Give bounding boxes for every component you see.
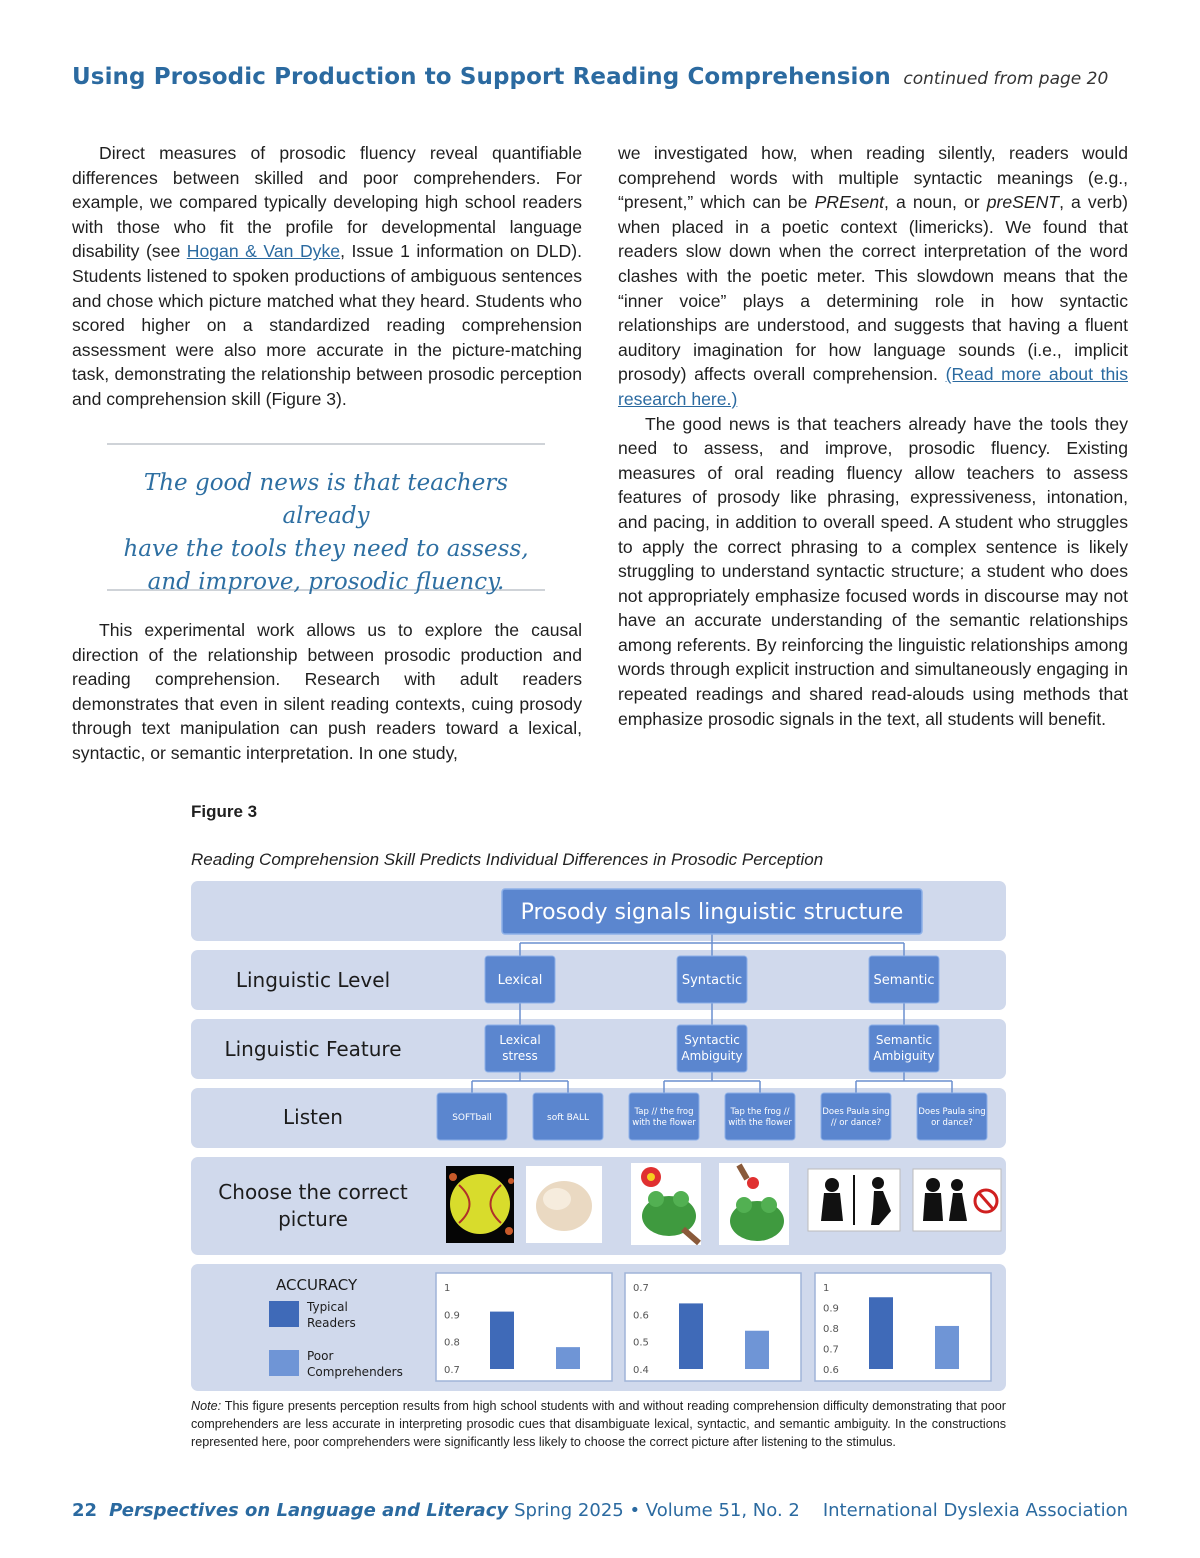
tick-label: 0.9 xyxy=(823,1303,839,1315)
sing-dance-not-picture xyxy=(913,1169,1001,1231)
listen-node xyxy=(725,1093,795,1140)
tap-with-flower-picture xyxy=(719,1163,789,1245)
pull-quote-line: have the tools they need to assess, xyxy=(123,536,529,562)
row-label-level: Linguistic Level xyxy=(235,968,391,992)
listen-label: Does Paula sing xyxy=(822,1107,890,1117)
listen-node xyxy=(821,1093,891,1140)
continued-note: continued from page 20 xyxy=(903,69,1109,89)
tick-label: 0.7 xyxy=(823,1344,839,1356)
note-text: This figure presents perception results from high school students with and without reading comprehension difficulty demonstrating that poor comprehenders are less accurate in interpreting prosodic cues that disambiguate lexical, syntactic, and semantic ambiguity. In the constructions represented here, poor comprehenders were significantly less likely to choose the correct picture after listening to the stimulus. xyxy=(191,1399,1006,1449)
row-label-choose: picture xyxy=(278,1207,348,1231)
feature-node xyxy=(869,1025,939,1072)
association-name: International Dyslexia Association xyxy=(822,1500,1128,1521)
accuracy-chart-syntactic xyxy=(625,1273,801,1381)
feature-label: Semantic xyxy=(875,1033,933,1047)
tick-label: 1 xyxy=(823,1283,830,1294)
figure-note xyxy=(191,1397,1006,1451)
pull-quote xyxy=(107,443,545,595)
level-node xyxy=(677,956,747,1003)
hogan-van-dyke-link[interactable]: Hogan & Van Dyke xyxy=(186,241,341,262)
tick-label: 1 xyxy=(444,1283,451,1294)
tick-label: 0.8 xyxy=(444,1337,460,1349)
paragraph: This experimental work allows us to explore the causal direction of the relationship between prosodic production and reading comprehension. Research with adult readers demonstrates that even in silent reading contexts, cuing prosody through text manipulation can push readers toward a lexical, syntactic, or semantic interpretation. In one study, xyxy=(72,620,582,763)
left-column-bottom xyxy=(72,618,582,766)
feature-label: Syntactic xyxy=(684,1033,740,1047)
tick-label: 0.4 xyxy=(633,1365,649,1376)
listen-label: // or dance? xyxy=(830,1118,882,1128)
paragraph xyxy=(72,141,582,412)
text-span: , a verb) when placed in a poetic context (limericks). We found that readers slow down when the correct interpretation of the word clashes with the poetic meter. This slowdown means that the “inner voice” plays a determining role in how syntactic relationships are understood, and suggests that having a fluent auditory imagination for how language sounds (i.e., implicit prosody) affects overall comprehension. xyxy=(618,192,1128,385)
tick-label: 0.8 xyxy=(823,1324,839,1335)
accuracy-title: ACCURACY xyxy=(276,1276,358,1294)
article-title: Using Prosodic Production to Support Reading Comprehension xyxy=(72,64,891,90)
listen-node xyxy=(533,1093,603,1140)
title-node-text: Prosody signals linguistic structure xyxy=(520,900,904,925)
listen-label: SOFTball xyxy=(452,1113,492,1123)
level-label: Syntactic xyxy=(681,973,743,988)
tick-label: 0.9 xyxy=(444,1310,460,1322)
listen-node xyxy=(629,1093,699,1140)
frog-with-flower-picture xyxy=(631,1163,701,1245)
paragraph xyxy=(618,141,1128,412)
bar xyxy=(935,1326,959,1369)
feature-label: Ambiguity xyxy=(873,1049,935,1063)
text-span: Direct measures of prosodic fluency reveal quantifiable differences between skilled and poor comprehenders. For example, we compared typically developing high school readers with those who fit the profile for developmental language disability (see xyxy=(72,143,582,262)
pull-quote-line: and improve, prosodic fluency. xyxy=(147,569,505,595)
tick-label: 0.6 xyxy=(633,1310,649,1322)
issue-info: Spring 2025 • Volume 51, No. 2 xyxy=(514,1500,800,1521)
legend-label: Readers xyxy=(307,1316,356,1330)
chart-frame xyxy=(625,1273,801,1381)
right-column xyxy=(618,141,1128,731)
row-label-feature: Linguistic Feature xyxy=(224,1037,402,1061)
accuracy-chart-lexical xyxy=(436,1273,612,1381)
page-footer xyxy=(72,1500,1128,1526)
listen-label: Does Paula sing xyxy=(918,1107,986,1117)
note-label: Note: xyxy=(191,1399,222,1413)
soft-ball-picture xyxy=(526,1166,602,1243)
text-span: we investigated how, when reading silently, readers would comprehend words with multiple syntactic meanings (e.g., “present,” which can be xyxy=(618,143,1128,213)
text-span: , a noun, or xyxy=(884,192,987,213)
feature-label: Lexical xyxy=(499,1033,541,1047)
read-more-link[interactable]: (Read more about this research here.) xyxy=(618,364,1128,409)
pull-quote-line: The good news is that teachers already xyxy=(143,470,509,529)
bar xyxy=(679,1303,703,1369)
softball-picture xyxy=(446,1166,514,1243)
listen-node xyxy=(917,1093,987,1140)
level-label: Semantic xyxy=(873,973,935,988)
level-node xyxy=(485,956,555,1003)
tick-label: 0.7 xyxy=(444,1365,460,1376)
level-label: Lexical xyxy=(497,973,543,988)
figure-label: Figure 3 xyxy=(191,802,258,821)
bar xyxy=(490,1312,514,1369)
legend-label: Comprehenders xyxy=(307,1365,403,1379)
row-label-listen: Listen xyxy=(283,1105,343,1129)
bar xyxy=(745,1331,769,1369)
listen-label: Tap the frog // xyxy=(730,1107,790,1117)
row-label-choose: Choose the correct xyxy=(218,1180,408,1204)
figure-diagram xyxy=(191,881,1006,1391)
tick-label: 0.6 xyxy=(823,1365,839,1376)
listen-label: Tap // the frog xyxy=(634,1107,694,1117)
sing-or-dance-choice-picture xyxy=(808,1169,900,1231)
bar xyxy=(869,1297,893,1369)
paragraph: The good news is that teachers already have the tools they need to assess, and improve, prosodic fluency. Existing measures of oral reading fluency allow teachers to assess features of prosody like phrasing, expressiveness, intonation, and pacing, in addition to overall speed. A student who struggles to apply the correct phrasing to a complex sentence is likely struggling to understand syntactic structure; a student who does not appropriately emphasize focused words in discourse may not have an accurate understanding of the semantic relationships among referents. By reinforcing the linguistic relationships among words through explicit instruction and simultaneously engaging in repeated readings and shared read-alouds using methods that emphasize prosodic signals in the text, all students will benefit. xyxy=(618,413,1128,729)
chart-frame xyxy=(436,1273,612,1381)
legend-swatch-poor xyxy=(269,1350,299,1376)
page-number: 22 xyxy=(72,1500,98,1521)
listen-label: with the flower xyxy=(632,1118,696,1128)
emphasis: PREsent xyxy=(814,192,884,213)
legend-label: Poor xyxy=(307,1349,334,1363)
feature-node xyxy=(485,1025,555,1072)
level-node xyxy=(869,956,939,1003)
tick-label: 0.7 xyxy=(633,1283,649,1294)
bar xyxy=(556,1347,580,1369)
accuracy-chart-semantic xyxy=(815,1273,991,1381)
feature-label: stress xyxy=(502,1049,538,1063)
figure-3 xyxy=(191,881,1006,1391)
feature-label: Ambiguity xyxy=(681,1049,743,1063)
text-span: , Issue 1 information on DLD). Students listened to spoken productions of ambiguous sentences and chose which picture matched what they heard. Students who scored higher on a standardized reading comprehension assessment were also more accurate in the picture-matching task, demonstrating the relationship between prosodic perception and comprehension skill (Figure 3). xyxy=(72,241,583,409)
figure-caption: Reading Comprehension Skill Predicts Individual Differences in Prosodic Perception xyxy=(191,850,824,869)
listen-node xyxy=(437,1093,507,1140)
left-column-top xyxy=(72,141,582,412)
tick-label: 0.5 xyxy=(633,1337,649,1349)
legend-swatch-typical xyxy=(269,1301,299,1327)
feature-node xyxy=(677,1025,747,1072)
listen-label: with the flower xyxy=(728,1118,792,1128)
page-header xyxy=(72,64,1132,90)
journal-name: Perspectives on Language and Literacy xyxy=(109,1500,509,1521)
listen-label: or dance? xyxy=(931,1118,973,1128)
legend-label: Typical xyxy=(307,1300,348,1314)
pull-quote-text xyxy=(107,467,545,599)
listen-label: soft BALL xyxy=(547,1113,589,1123)
emphasis: preSENT xyxy=(986,192,1060,213)
chart-frame xyxy=(815,1273,991,1381)
